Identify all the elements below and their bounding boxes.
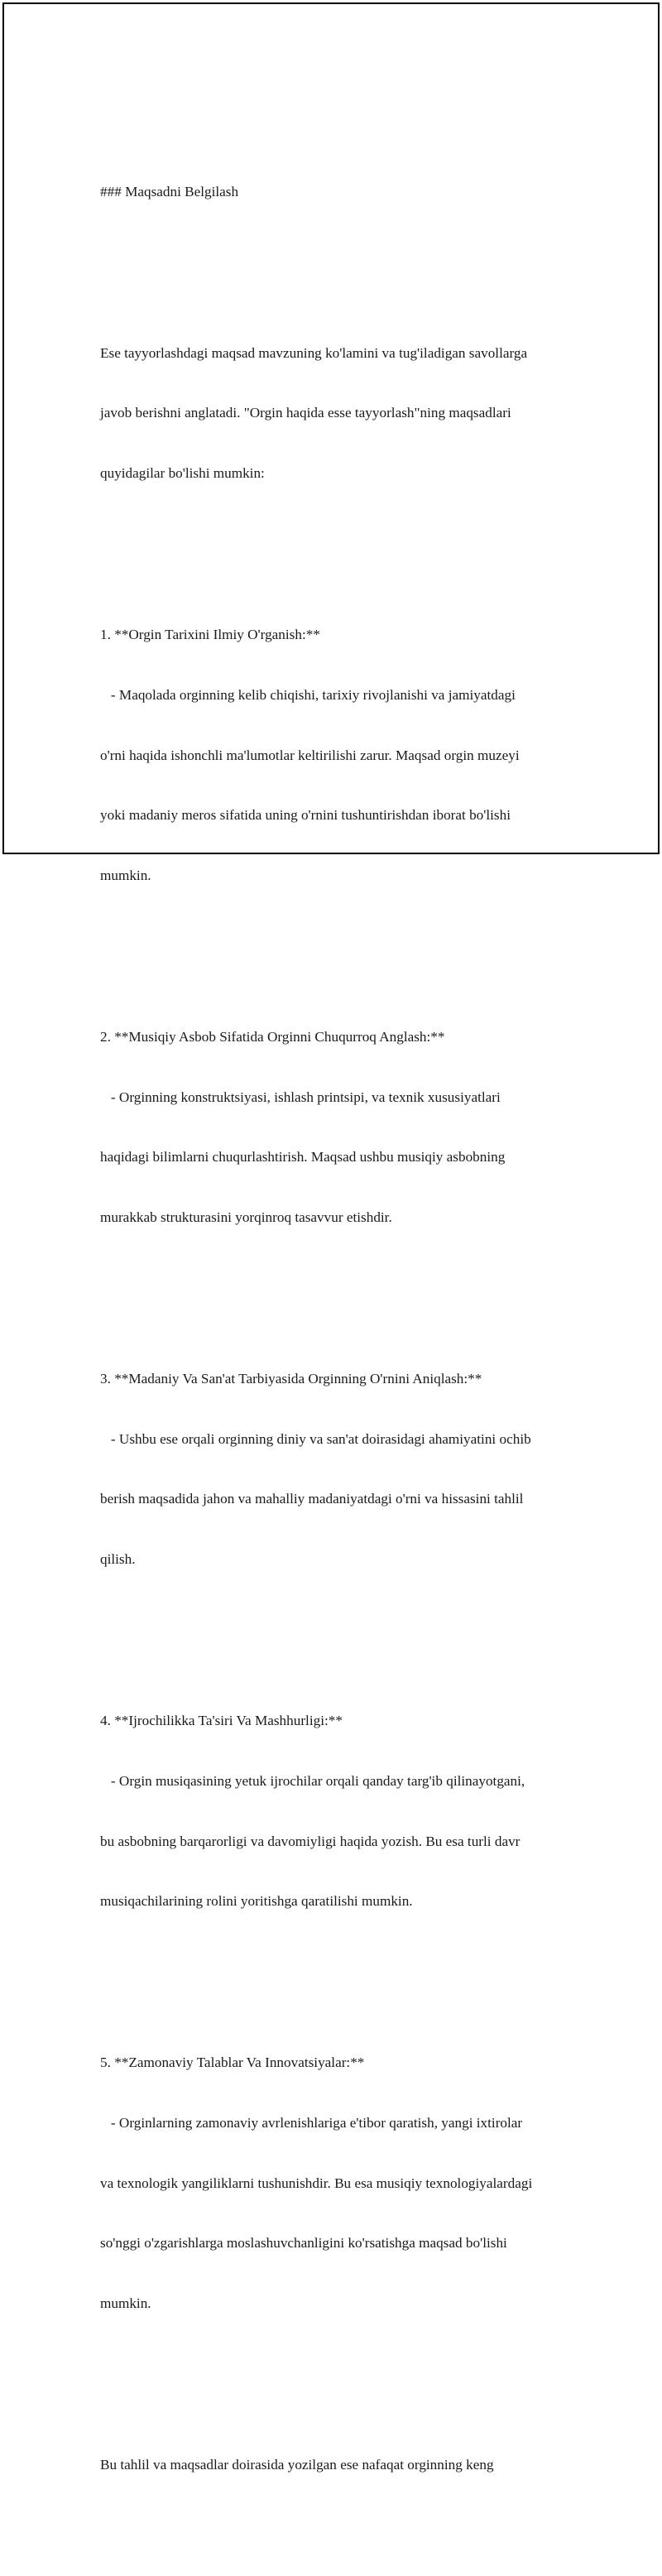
text-line: - Ushbu ese orqali orginning diniy va san'at doirasidagi ahamiyatini ochib <box>100 1430 531 1447</box>
text-line: bu asbobning barqarorligi va davomiyligi haqida yozish. Bu esa turli davr <box>100 1833 520 1849</box>
closing-paragraph <box>100 2415 572 2515</box>
text-line: va texnologik yangiliklarni tushunishdir. Bu esa musiqiy texnologiyalardagi <box>100 2175 533 2191</box>
text-line: qilish. <box>100 1551 136 1568</box>
text-line: - Orgin musiqasining yetuk ijrochilar orqali qanday targ'ib qilinayotgani, <box>100 1772 525 1789</box>
text-line: mumkin. <box>100 867 151 884</box>
list-item-title: 3. **Madaniy Va San'at Tarbiyasida Orginning O'rnini Aniqlash:** <box>100 1370 482 1387</box>
list-item-5 <box>100 2012 572 2354</box>
text-line: o'rni haqida ishonchli ma'lumotlar keltirilishi zarur. Maqsad orgin muzeyi <box>100 747 520 763</box>
text-line: so'nggi o'zgarishlarga moslashuvchanligini ko'rsatishga maqsad bo'lishi <box>100 2235 507 2252</box>
text-line: javob berishni anglatadi. "Orgin haqida esse tayyorlash"ning maqsadlari <box>100 405 511 421</box>
heading-paragraph <box>100 142 572 243</box>
text-line: Ese tayyorlashdagi maqsad mavzuning ko'lamini va tug'iladigan savollarga <box>100 344 528 361</box>
text-line: haqidagi bilimlarni chuqurlashtirish. Maqsad ushbu musiqiy asbobning <box>100 1149 506 1165</box>
list-item-title: 4. **Ijrochilikka Ta'siri Va Mashhurligi:** <box>100 1712 343 1728</box>
text-line: mumkin. <box>100 2295 151 2312</box>
list-item-title: 5. **Zamonaviy Talablar Va Innovatsiyalar:** <box>100 2054 365 2070</box>
text-line: berish maqsadida jahon va mahalliy madaniyatdagi o'rni va hissasini tahlil <box>100 1491 524 1507</box>
list-item-title: 2. **Musiqiy Asbob Sifatida Orginni Chuqurroq Anglash:** <box>100 1028 445 1045</box>
list-item-3 <box>100 1329 572 1610</box>
page-frame <box>2 2 660 2473</box>
text-line: quyidagilar bo'lishi mumkin: <box>100 465 265 482</box>
text-line: musiqachilarining rolini yoritishga qaratilishi mumkin. <box>100 1893 413 1910</box>
text-line: Bu tahlil va maqsadlar doirasida yozilgan ese nafaqat orginning keng <box>100 2456 494 2473</box>
list-item-2 <box>100 987 572 1268</box>
text-line: - Orginlarning zamonaviy avrlenishlariga e'tibor qaratish, yangi ixtirolar <box>100 2114 523 2131</box>
text-line: - Maqolada orginning kelib chiqishi, tarixiy rivojlanishi va jamiyatdagi <box>100 686 516 703</box>
intro-paragraph <box>100 303 572 524</box>
text-line: - Orginning konstruktsiyasi, ishlash printsipi, va texnik xususiyatlari <box>100 1089 501 1105</box>
text-line: yoki madaniy meros sifatida uning o'rnini tushuntirishdan iborat bo'lishi <box>100 807 511 824</box>
list-item-title: 1. **Orgin Tarixini Ilmiy O'rganish:** <box>100 626 320 642</box>
list-item-4 <box>100 1670 572 1952</box>
text-line: murakkab strukturasini yorqinroq tasavvur etishdir. <box>100 1209 392 1226</box>
list-item-1 <box>100 584 572 926</box>
document-body <box>100 102 572 2576</box>
document-heading: ### Maqsadni Belgilash <box>100 184 239 200</box>
